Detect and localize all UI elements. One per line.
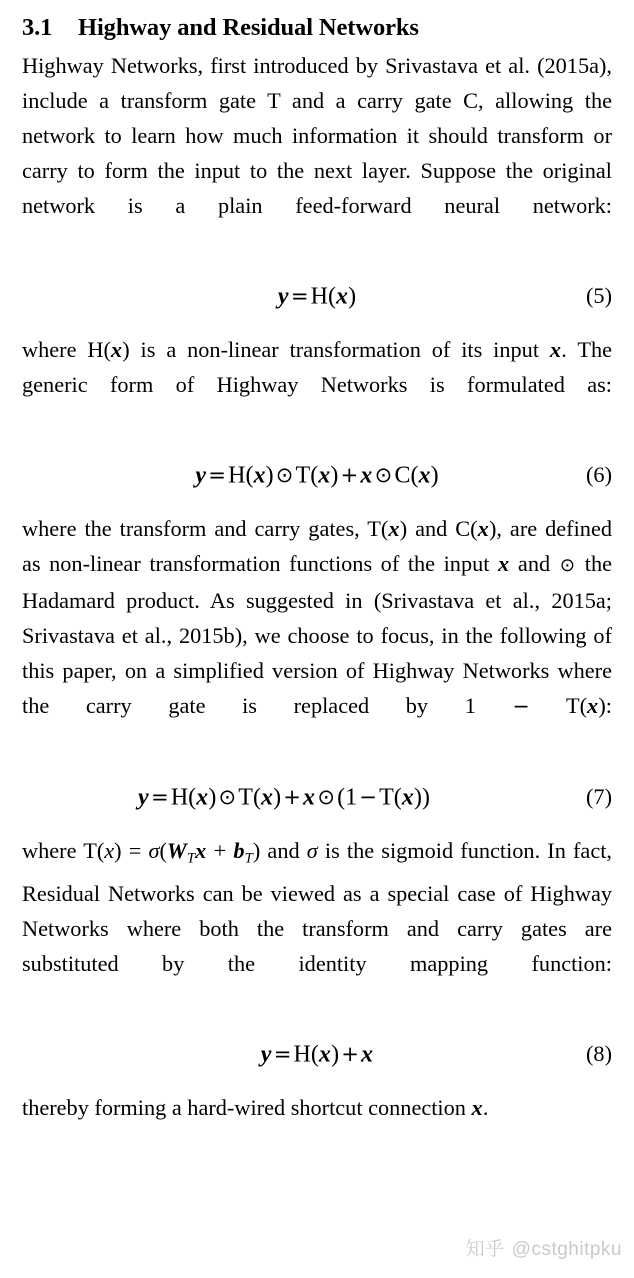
p4-matrix-W: W [166,837,187,863]
equation-6-number: (6) [586,462,612,488]
eq6-equals: = [208,462,226,488]
sigma-symbol-1: σ [148,837,160,863]
eq8-H: H [293,1041,311,1068]
eq6-x-2: x [318,462,331,489]
p3-text-1: where the transform and carry gates, T( [22,516,389,542]
p4-text-2: ) = [114,837,149,863]
section-title: Highway and Residual Networks [78,14,419,41]
eq7-odot-1: ⊙ [218,783,237,809]
p3-text-7: ): [598,692,612,718]
p3-text-3: ), are defined as non-linear transformation functions of the input [22,516,612,577]
eq6-H: H [228,462,246,489]
p4-plus: + [206,837,234,863]
section-heading [22,14,612,42]
eq6-C: C [394,462,411,489]
p2-math-x-2: x [549,337,562,363]
equation-6-row [22,455,612,495]
equation-7-number: (7) [586,783,612,809]
p5-math-x-1: x [471,1095,483,1121]
equation-8-number: (8) [586,1041,612,1067]
p5-text-1: thereby forming a hard-wired shortcut connection [22,1095,472,1121]
eq8-equals: = [273,1041,292,1067]
equation-7-body [22,777,546,817]
p4-text-3: ( [159,837,167,863]
equation-5-number: (5) [586,283,612,309]
eq7-T-2: T [379,784,394,811]
eq6-odot-2: ⊙ [374,462,393,488]
p3-text-6: T( [529,692,588,718]
eq8-plus: + [341,1041,359,1067]
equation-7-row [22,777,612,817]
p4-text-1: where T( [22,837,105,863]
eq6-odot-1: ⊙ [275,462,294,488]
equation-5-row [22,276,612,316]
eq8-y: y [260,1041,272,1068]
paragraph-sigmoid-residual [22,833,612,1017]
eq7-minus: − [359,783,377,809]
p3-minus-sign: − [512,693,530,718]
eq8-lparen: ( [310,1041,319,1068]
eq8-rparen: ) [331,1041,340,1068]
eq5-y: y [277,283,289,310]
paragraph-highway-intro: Highway Networks, first introduced by Srivastava et al. (2015a), include a transform gate T and a carry gate C, allowing the network to learn how much information it should transform or carry to form the input to the next layer. Suppose the original network is a plain feed-forward neural network: [22,53,612,219]
eq6-lparen-1: ( [245,462,254,489]
p4-text-4: ) and [252,837,307,863]
equation-5-body [22,276,612,316]
p3-math-x-1: x [388,516,400,542]
paragraph-gates-definition [22,511,612,758]
eq7-rparen-3: ) [421,784,430,811]
p2-text-3: . The generic form of Highway Networks is formulated as: [22,337,612,398]
eq6-T: T [295,462,311,489]
eq8-x-2: x [361,1041,374,1068]
eq6-rparen-1: ) [265,462,274,489]
equation-8-row [22,1034,612,1074]
eq8-x-1: x [318,1041,332,1068]
eq6-y: y [195,462,207,489]
eq7-odot-2: ⊙ [317,783,336,809]
equation-6-body [22,455,612,495]
eq7-y: y [138,784,149,811]
p5-text-2: . [482,1095,489,1121]
eq6-lparen-3: ( [410,462,419,489]
p3-math-x-4: x [587,692,599,718]
eq5-H: H [310,283,328,310]
p3-text-4: and [509,551,559,577]
sigma-symbol-2: σ [306,837,318,863]
eq5-lparen: ( [327,283,336,310]
p4-bias-b-subscript: T [244,850,253,867]
section-number: 3.1 [22,14,53,41]
zhihu-handle: @cstghitpku [511,1239,622,1260]
eq7-equals: = [151,783,169,809]
hadamard-product-icon: ⊙ [559,554,576,576]
eq7-lparen-4: ( [393,784,402,811]
eq6-plus: + [340,462,359,488]
zhihu-logo-text: 知乎 [465,1239,505,1260]
eq7-rparen-4: ) [413,784,422,811]
eq5-x: x [335,283,349,310]
eq7-rparen-1: ) [208,784,217,811]
eq7-one: 1 [345,784,358,811]
eq6-rparen-2: ) [330,462,339,489]
eq6-x-1: x [253,462,266,489]
p3-text-5: the Hadamard product. As suggested in (Srivastava et al., 2015a; Srivastava et al., 2015b), we choose to focus, in the following of this paper, on a simplified version of Highway Networks where the carry gate is replaced by 1 [22,551,612,718]
p4-math-x-2: x [195,837,207,863]
p4-math-x-1: x [104,837,115,863]
eq7-rparen-2: ) [273,784,282,811]
eq6-lparen-2: ( [310,462,319,489]
eq5-rparen: ) [348,283,357,310]
paragraph-shortcut-connection [22,1090,612,1125]
eq7-lparen-3: ( [337,784,346,811]
p3-text-2: ) and C( [399,516,478,542]
eq6-x-3: x [360,462,373,489]
eq7-x-4: x [401,784,414,811]
eq5-equals: = [290,283,309,309]
eq7-x-3: x [303,784,316,811]
eq7-x-1: x [196,784,209,811]
p3-math-x-3: x [498,551,510,577]
zhihu-watermark [466,1238,622,1262]
p2-text-1: where H( [22,337,111,363]
eq7-lparen-1: ( [188,784,197,811]
p4-bias-b: b [233,837,245,863]
p3-math-x-2: x [477,516,489,542]
eq7-H: H [170,784,189,811]
eq7-x-2: x [260,784,274,811]
paragraph-where-H [22,332,612,437]
p4-matrix-W-subscript: T [186,850,196,867]
equation-8-body [22,1034,612,1074]
eq7-plus: + [283,783,301,809]
eq6-rparen-3: ) [430,462,439,489]
eq6-x-4: x [418,462,431,489]
p2-math-x-1: x [110,337,123,363]
eq7-lparen-2: ( [252,784,261,811]
text-column [22,0,612,1125]
p2-text-2: ) is a non-linear transformation of its input [122,337,550,363]
p4-text-5: is the sigmoid function. In fact, Residual Networks can be viewed as a special case of Highway Networks where both the transform and carry gates are substituted by the identity mapping function: [22,837,612,977]
eq7-T-1: T [238,784,253,811]
